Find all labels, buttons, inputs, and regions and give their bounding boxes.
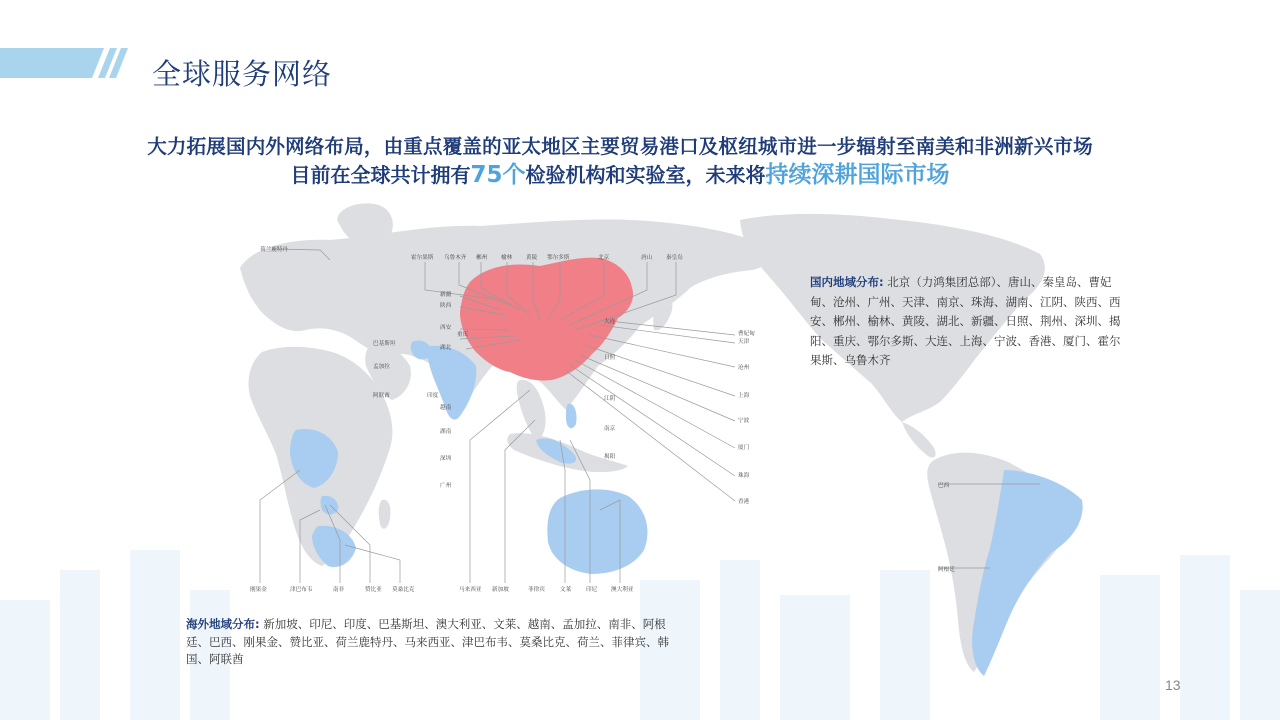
label-huangling: 黄陵	[526, 255, 538, 261]
label-south-africa: 南非	[333, 587, 345, 593]
label-vietnam: 越南	[440, 405, 452, 411]
label-xian: 西安	[440, 325, 452, 331]
headline-line-1: 大力拓展国内外网络布局，由重点覆盖的亚太地区主要贸易港口及枢纽城市进一步辐射至南美和非洲新兴市场	[147, 135, 1093, 158]
label-argentina: 阿根廷	[938, 567, 955, 573]
southeast-asia	[517, 380, 546, 440]
label-cangzhou: 沧州	[738, 365, 750, 371]
label-australia: 澳大利亚	[611, 587, 634, 593]
label-shanghai: 上海	[738, 393, 750, 399]
label-horgos: 霍尔果斯	[411, 255, 434, 261]
label-mozambique: 莫桑比克	[392, 587, 415, 593]
label-rizhao: 日照	[604, 355, 616, 361]
label-nanjing: 南京	[604, 426, 616, 432]
label-ordos: 鄂尔多斯	[547, 255, 570, 261]
headline-middle: 检验机构和实验室，未来将	[525, 163, 766, 187]
madagascar	[379, 500, 391, 529]
label-xiamen: 厦门	[738, 445, 750, 451]
label-yulin: 榆林	[501, 255, 513, 261]
label-rotterdam: 荷兰鹿特丹	[260, 247, 288, 253]
label-zhuhai: 珠海	[738, 473, 750, 479]
label-malaysia: 马来西亚	[459, 587, 482, 593]
label-brazil: 巴西	[938, 483, 950, 489]
label-zimbabwe: 津巴布韦	[290, 587, 313, 593]
label-hunan: 湖南	[440, 429, 452, 435]
page-number: 13	[1165, 677, 1181, 693]
label-zambia: 赞比亚	[365, 587, 382, 593]
domestic-cities: 北京（力鸿集团总部）、唐山、秦皇岛、曹妃甸、沧州、广州、天津、南京、珠海、湖南、江阴、陕西、西安、郴州、榆林、黄陵、湖北、新疆、日照、荆州、深圳、揭阳、重庆、鄂尔多斯、大连、上海、宁波、香港、厦门、霍尔果斯、乌鲁木齐	[810, 275, 1121, 367]
label-tangshan: 唐山	[641, 255, 653, 261]
central-america	[902, 422, 936, 458]
label-indonesia: 印尼	[586, 587, 598, 593]
headline-count: 75个	[470, 162, 526, 188]
label-shenzhen: 深圳	[440, 456, 452, 462]
label-chongqing: 重庆	[457, 332, 469, 338]
label-singapore: 新加坡	[492, 587, 509, 593]
label-dalian: 大连	[604, 319, 616, 325]
australia-highlight	[547, 489, 647, 574]
domestic-distribution	[810, 273, 1130, 371]
label-brunei: 文莱	[560, 587, 572, 593]
page-title: 全球服务网络	[152, 57, 333, 91]
label-qinhuangdao: 秦皇岛	[666, 255, 683, 261]
label-chenzhou: 郴州	[476, 255, 488, 261]
label-tianjin: 天津	[738, 339, 750, 345]
overseas-label: 海外地域分布:	[186, 617, 260, 631]
label-philippines: 菲律宾	[528, 587, 545, 593]
label-guangzhou: 广州	[440, 483, 452, 489]
label-pakistan: 巴基斯坦	[373, 341, 396, 347]
label-ningbo: 宁波	[738, 418, 750, 424]
label-jieyang: 揭阳	[604, 454, 616, 460]
overseas-distribution	[186, 616, 686, 669]
philippines-highlight	[566, 404, 577, 429]
label-india: 印度	[427, 393, 439, 399]
label-hongkong: 香港	[738, 499, 750, 505]
domestic-label: 国内地域分布:	[810, 275, 884, 289]
label-urumqi: 乌鲁木齐	[444, 255, 467, 261]
label-jiangyin: 江阴	[604, 396, 616, 402]
label-shaanxi: 陕西	[440, 303, 452, 309]
label-bangladesh: 孟加拉	[373, 364, 390, 370]
headline-emphasis: 持续深耕国际市场	[765, 162, 950, 188]
overseas-countries: 新加坡、印尼、印度、巴基斯坦、澳大利亚、文莱、越南、孟加拉、南非、阿根廷、巴西、刚果金、赞比亚、荷兰鹿特丹、马来西亚、津巴布韦、莫桑比克、荷兰、菲律宾、韩国、阿联酋	[186, 617, 669, 666]
label-hubei: 湖北	[440, 345, 452, 351]
label-xinjiang: 新疆	[440, 292, 452, 298]
label-drc: 刚果金	[250, 587, 267, 593]
label-caofeidian: 曹妃甸	[738, 331, 755, 337]
label-beijing: 北京	[598, 255, 610, 261]
headline-prefix: 目前在全球共计拥有	[290, 163, 471, 187]
label-uae: 阿联酋	[373, 393, 390, 399]
